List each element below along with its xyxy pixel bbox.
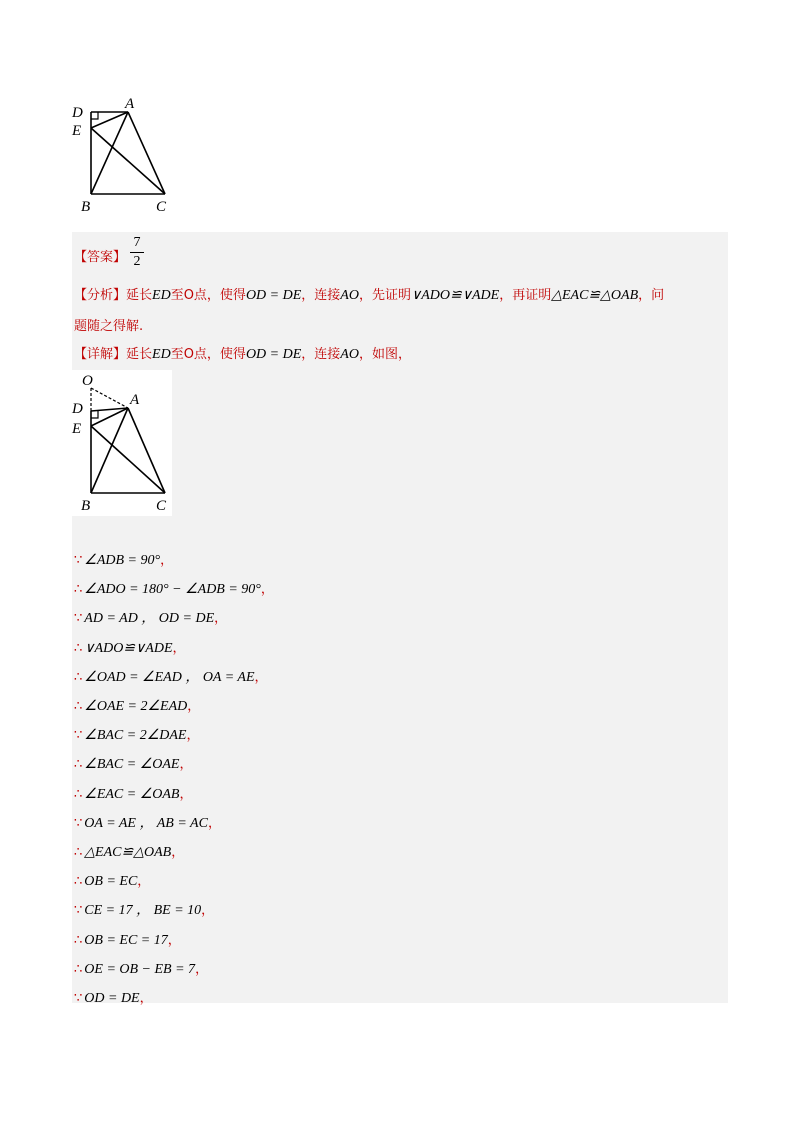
step-expression: ∨ADO≌∨ADE [84, 640, 173, 656]
proof-step [74, 549, 173, 569]
step-end: ， [160, 553, 174, 568]
analysis-line1-segment: ，再证明 [499, 288, 552, 303]
step-end: ， [187, 699, 201, 714]
detail-line-1 [74, 343, 411, 363]
step-end: ， [214, 611, 228, 627]
proof-step [74, 637, 186, 657]
proof-step [74, 899, 214, 919]
label-C2: C [156, 498, 167, 514]
step-symbol: ∴ [74, 786, 83, 802]
proof-step [74, 666, 268, 686]
step-end: ， [186, 728, 200, 744]
step-end: ， [171, 845, 185, 860]
analysis-text [126, 288, 664, 303]
step-end: ， [137, 874, 151, 890]
proof-step [74, 753, 193, 773]
figure-extended [68, 370, 178, 516]
step-expression: OD = DE [84, 991, 140, 1006]
analysis-line-2 [74, 315, 143, 334]
answer-tag: 【答案】 [74, 250, 127, 265]
step-expression: OA = AE ， AB = AC [84, 815, 208, 831]
analysis-line-1 [74, 284, 664, 304]
answer-line [74, 246, 126, 265]
step-symbol: ∴ [74, 932, 83, 948]
step-symbol: ∵ [74, 991, 83, 1006]
detail-line1-segment: 延长 [126, 347, 153, 362]
analysis-line1-segment: △EAC≌△OAB [551, 288, 639, 303]
step-symbol: ∴ [74, 669, 83, 685]
step-end: ， [207, 815, 221, 831]
answer-numerator: 7 [133, 235, 141, 250]
step-symbol: ∴ [74, 961, 83, 977]
label-D: D [72, 105, 83, 121]
label-C: C [156, 199, 167, 215]
analysis-line1-segment: 延长 [126, 288, 153, 303]
step-symbol: ∴ [74, 757, 83, 773]
step-expression: AD = AD ， OD = DE [84, 611, 215, 627]
step-expression: ∠OAE = 2∠EAD [84, 699, 188, 714]
step-symbol: ∴ [74, 582, 83, 598]
detail-line1-segment: 至O点，使得 [170, 347, 246, 362]
analysis-line1-segment: ，问 [638, 288, 665, 303]
step-end: ， [201, 903, 215, 919]
step-expression: OE = OB − EB = 7 [84, 961, 196, 977]
step-expression: ∠EAC = ∠OAB [84, 786, 180, 802]
proof-step [74, 724, 200, 744]
analysis-line1-segment: ，连接 [301, 288, 341, 303]
proof-step [74, 987, 153, 1007]
step-symbol: ∵ [74, 611, 83, 627]
analysis-line1-segment: ，先证明 [358, 288, 411, 303]
analysis-tag: 【分析】 [74, 288, 127, 303]
step-expression: ∠OAD = ∠EAD ， OA = AE [84, 669, 255, 685]
step-symbol: ∵ [74, 815, 83, 831]
step-symbol: ∵ [74, 728, 83, 744]
step-expression: ∠ADO = 180° − ∠ADB = 90° [84, 582, 261, 598]
label-E2: E [72, 421, 82, 437]
label-O: O [82, 373, 93, 389]
detail-line1-segment: AO [340, 347, 359, 362]
step-end: ， [195, 961, 209, 977]
label-A: A [125, 96, 135, 112]
analysis-line1-segment: ED [152, 288, 171, 303]
analysis-line1-segment: 至O点，使得 [170, 288, 246, 303]
step-expression: △EAC≌△OAB [84, 845, 172, 860]
answer-fraction [130, 236, 144, 269]
proof-step [74, 958, 208, 978]
proof-step [74, 841, 184, 861]
step-expression: ∠BAC = ∠OAE [84, 757, 180, 773]
answer-denominator: 2 [133, 254, 141, 269]
proof-step [74, 578, 274, 598]
proof-step [74, 783, 193, 803]
fraction-bar [130, 252, 144, 253]
figure-quadrilateral [68, 95, 178, 217]
detail-line1-segment: ED [152, 347, 171, 362]
label-B: B [81, 199, 91, 215]
step-end: ， [172, 640, 186, 656]
step-symbol: ∴ [74, 699, 83, 714]
step-end: ， [179, 757, 193, 773]
analysis-line1-segment: ∨ADO≌∨ADE [410, 288, 500, 303]
step-end: ， [254, 669, 268, 685]
proof-step [74, 695, 200, 715]
step-expression: ∠BAC = 2∠DAE [84, 728, 187, 744]
detail-line1-segment: ，连接 [301, 347, 341, 362]
step-symbol: ∴ [74, 640, 83, 656]
step-expression: ∠ADB = 90° [84, 553, 161, 568]
label-B2: B [81, 498, 91, 514]
detail-line1-segment: ，如图， [358, 347, 411, 362]
label-A2: A [130, 392, 140, 408]
step-symbol: ∴ [74, 845, 83, 860]
step-symbol: ∴ [74, 874, 83, 890]
step-end: ， [167, 932, 181, 948]
proof-step [74, 929, 181, 949]
analysis-text-cont: 题随之得解. [74, 319, 144, 334]
analysis-line1-segment: AO [340, 288, 359, 303]
proof-step [74, 812, 221, 832]
step-end: ， [179, 786, 193, 802]
detail-line1-segment: OD = DE [245, 347, 302, 362]
step-end: ， [260, 582, 274, 598]
detail-tag: 【详解】 [74, 347, 127, 362]
step-symbol: ∵ [74, 903, 83, 919]
analysis-line1-segment: OD = DE [245, 288, 302, 303]
step-end: ， [139, 991, 153, 1006]
label-D2: D [72, 401, 83, 417]
step-expression: OB = EC [84, 874, 138, 890]
label-E: E [72, 123, 82, 139]
detail-text [126, 347, 411, 362]
proof-step [74, 607, 227, 627]
proof-step [74, 870, 150, 890]
step-expression: OB = EC = 17 [84, 932, 168, 948]
step-symbol: ∵ [74, 553, 83, 568]
step-expression: CE = 17 ， BE = 10 [84, 903, 202, 919]
